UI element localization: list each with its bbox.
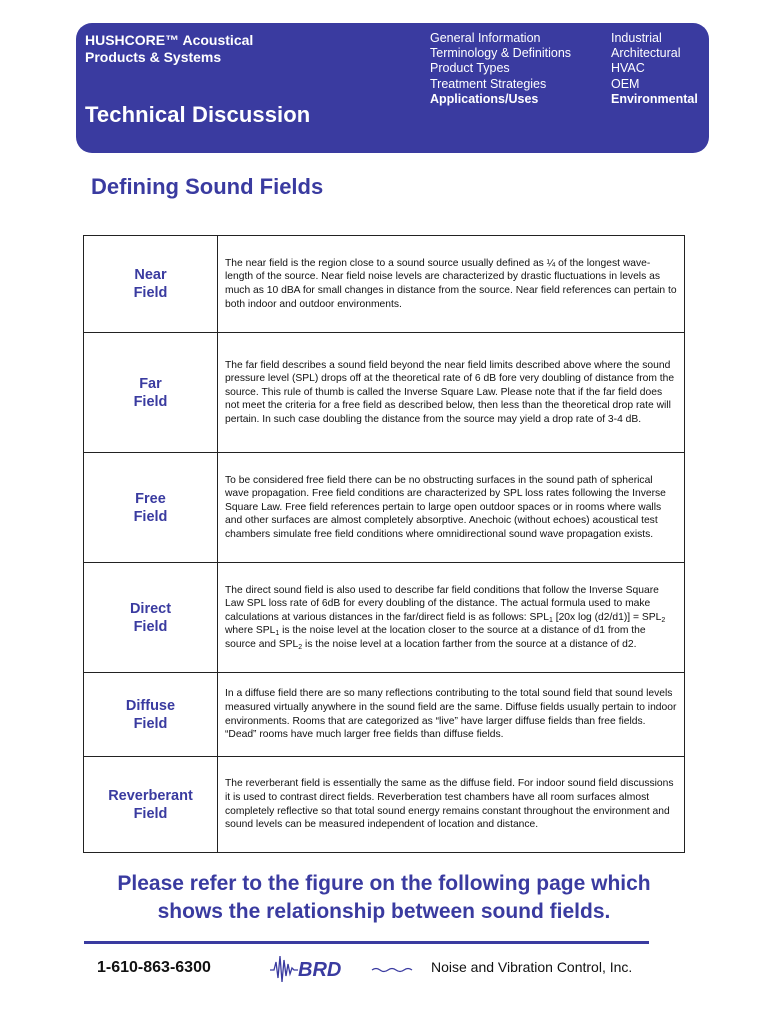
header-banner <box>76 23 709 153</box>
nav-link-product-types[interactable]: Product Types <box>430 61 510 76</box>
term-line-1: Direct <box>129 600 172 617</box>
definitions-table <box>83 235 685 853</box>
description-cell <box>218 333 684 452</box>
term-cell <box>84 757 218 852</box>
description-text: The direct sound field is also used to describe far field conditions that follow the Inverse Square Law SPL loss rate of 6dB for every doubling of the distance. The actual formula used to make calculations at various distances in the far/direct field is as follows: $SPL_1$ [20x $\log (d2/d1)] = SPL_2$ where $SPL_1$ is the noise level at the location closer to the source at a distance of d1 from the source and $SPL_2$ is the noise level at a location farther from the source at a distance of d2. <box>225 584 666 651</box>
footer-divider <box>84 941 649 944</box>
nav-link-architectural[interactable]: Architectural <box>611 46 681 61</box>
table-row-far-field <box>84 332 684 452</box>
description-text: To be considered free field there can be no obstructing surfaces in the sound path of spherical wave propagation. Free field conditions are characterized by SPL loss rates following the Inverse Square Law. Free field references pertain to large open outdoor spaces or in rooms where walls and other surfaces are almost completely absorptive. Anechoic (without echoes) acoustical test chambers simulate free field conditions where omnidirectional sound wave propagation exists. <box>225 474 666 540</box>
logo-text: BRD <box>298 959 342 981</box>
company-name: Noise and Vibration Control, Inc. <box>431 959 633 975</box>
page-heading: Defining Sound Fields <box>91 174 324 199</box>
description-cell <box>218 757 684 852</box>
description-cell <box>218 563 684 672</box>
nav-link-hvac[interactable]: HVAC <box>611 61 645 76</box>
logo-tail-wave <box>372 969 412 972</box>
term-cell <box>84 673 218 756</box>
note-line-1: Please refer to the figure on the following page which <box>117 872 651 895</box>
description-text: The reverberant field is essentially the same as the diffuse field. For indoor sound field discussions it is used to contrast direct fields. Reverberation test chambers have all room surfaces almost completely reflective so that total sound energy remains constant throughout the environment and sound levels can be measured independent of location and distance. <box>225 778 674 831</box>
term-line-2: Field <box>133 285 168 301</box>
description-text: In a diffuse field there are so many reflections contributing to the total sound field that sound levels measured virtually anywhere in the sound field are the same. Diffuse fields usually pertain to indoor environments. Rooms that are categorized as “live” have larger diffuse fields than free fields. “Dead” rooms have much larger free fields than diffuse fields. <box>225 688 677 741</box>
term-line-1: Near <box>134 267 167 283</box>
term-cell <box>84 333 218 452</box>
nav-markets <box>611 31 698 107</box>
description-cell <box>218 673 684 756</box>
table-row-direct-field <box>84 562 684 672</box>
table-row-near-field <box>84 236 684 332</box>
figure-reference-note <box>84 870 684 926</box>
term-line-2: Field <box>133 805 168 822</box>
nav-link-industrial[interactable]: Industrial <box>611 31 662 45</box>
brand-line-2: Products & Systems <box>85 49 222 65</box>
description-cell <box>218 236 684 332</box>
table-row-reverberant-field <box>84 756 684 852</box>
term-line-1: Free <box>135 490 166 507</box>
table-row-diffuse-field <box>84 672 684 756</box>
nav-link-oem[interactable]: OEM <box>611 76 640 91</box>
description-text: The far field describes a sound field beyond the near field limits described above where the sound pressure level (SPL) drops off at the theoretical rate of 6 dB fore very doubling of distance from the source. This rule of thumb is called the Inverse Square Law. Please note that if the far field does not meet the criteria for a free field as described below, then less than the theoretical drop rate will pertain. In such case doubling the distance from the source may yield a drop rate of 3-4 dB. <box>225 359 675 425</box>
header-title: Technical Discussion <box>85 102 311 127</box>
term-line-2: Field <box>133 393 168 410</box>
term-line-1: Reverberant <box>108 787 193 804</box>
term-line-2: Field <box>133 618 168 635</box>
nav-link-terminology-definitions[interactable]: Terminology & Definitions <box>430 46 572 61</box>
term-cell <box>84 563 218 672</box>
note-line-2: shows the relationship between sound fields. <box>157 900 611 923</box>
brd-logo <box>268 950 424 986</box>
table-row-free-field <box>84 452 684 562</box>
term-line-2: Field <box>133 508 168 525</box>
nav-link-environmental[interactable]: Environmental <box>611 91 698 106</box>
waveform-icon <box>270 956 298 982</box>
term-cell <box>84 236 218 332</box>
term-line-1: Diffuse <box>125 697 176 714</box>
description-cell <box>218 453 684 562</box>
brand-name <box>85 32 253 66</box>
nav-link-general-information[interactable]: General Information <box>430 31 541 45</box>
term-line-1: Far <box>139 375 162 392</box>
nav-link-treatment-strategies[interactable]: Treatment Strategies <box>430 76 547 91</box>
nav-link-applications-uses[interactable]: Applications/Uses <box>430 91 539 106</box>
term-line-2: Field <box>133 715 168 732</box>
brand-line-1: HUSHCORE™ Acoustical <box>85 32 254 48</box>
description-text: The near field is the region close to a sound source usually defined as ¼ of the longest wave-length of the source. Near field noise levels are characterized by drastic fluctuations in levels as much as 10 dBA for small changes in distance from the source. Near field references can pertain to both indoor and outdoor environments. <box>225 257 677 310</box>
term-cell <box>84 453 218 562</box>
nav-topics <box>430 31 571 107</box>
phone-number: 1-610-863-6300 <box>97 959 211 976</box>
